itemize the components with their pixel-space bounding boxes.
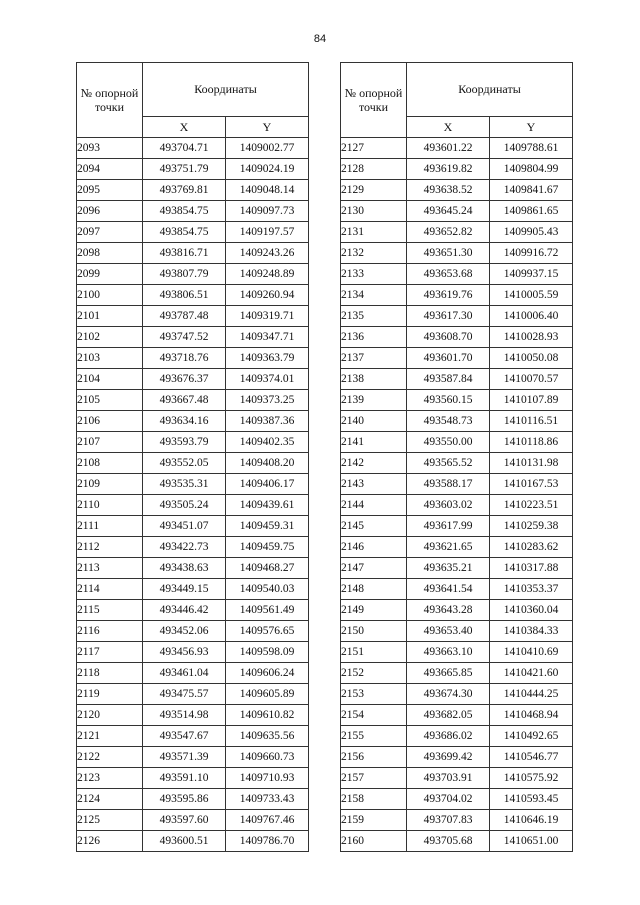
point-number-cell: 2132 [341, 243, 407, 264]
y-coordinate-cell: 1410131.98 [490, 453, 573, 474]
x-coordinate-cell: 493699.42 [407, 747, 490, 768]
table-row [341, 810, 573, 831]
table-row [341, 159, 573, 180]
table-row [341, 327, 573, 348]
point-number-cell: 2119 [77, 684, 143, 705]
table-row [341, 537, 573, 558]
point-number-cell: 2123 [77, 768, 143, 789]
point-number-cell: 2158 [341, 789, 407, 810]
y-coordinate-cell: 1409786.70 [226, 831, 309, 852]
point-number-cell: 2102 [77, 327, 143, 348]
y-coordinate-cell: 1409576.65 [226, 621, 309, 642]
y-coordinate-cell: 1409598.09 [226, 642, 309, 663]
point-number-cell: 2151 [341, 642, 407, 663]
table-row [341, 453, 573, 474]
y-coordinate-cell: 1409408.20 [226, 453, 309, 474]
y-coordinate-cell: 1410546.77 [490, 747, 573, 768]
point-number-cell: 2144 [341, 495, 407, 516]
table-row [77, 348, 309, 369]
table-row [77, 369, 309, 390]
y-coordinate-cell: 1410384.33 [490, 621, 573, 642]
y-coordinate-cell: 1410028.93 [490, 327, 573, 348]
point-number-cell: 2134 [341, 285, 407, 306]
point-number-cell: 2149 [341, 600, 407, 621]
point-number-header: № опорной точки [341, 63, 407, 138]
y-coordinate-cell: 1409406.17 [226, 474, 309, 495]
point-number-cell: 2117 [77, 642, 143, 663]
table-row [341, 768, 573, 789]
table-row [341, 306, 573, 327]
table-row [77, 705, 309, 726]
x-coordinate-cell: 493638.52 [407, 180, 490, 201]
y-coordinate-cell: 1409002.77 [226, 138, 309, 159]
y-coordinate-cell: 1410575.92 [490, 768, 573, 789]
x-coordinate-cell: 493617.99 [407, 516, 490, 537]
point-number-cell: 2131 [341, 222, 407, 243]
coordinates-header: Координаты [143, 63, 309, 117]
point-number-cell: 2120 [77, 705, 143, 726]
table-row [341, 138, 573, 159]
point-number-cell: 2136 [341, 327, 407, 348]
y-coordinate-cell: 1410646.19 [490, 810, 573, 831]
table-row [341, 621, 573, 642]
x-coordinate-cell: 493703.91 [407, 768, 490, 789]
y-coordinate-cell: 1410005.59 [490, 285, 573, 306]
point-number-cell: 2145 [341, 516, 407, 537]
point-number-cell: 2098 [77, 243, 143, 264]
point-number-cell: 2159 [341, 810, 407, 831]
x-coordinate-cell: 493641.54 [407, 579, 490, 600]
coordinates-header: Координаты [407, 63, 573, 117]
table-row [341, 747, 573, 768]
y-coordinate-cell: 1409459.75 [226, 537, 309, 558]
x-coordinate-cell: 493475.57 [143, 684, 226, 705]
table-row [77, 621, 309, 642]
y-coordinate-cell: 1409387.36 [226, 411, 309, 432]
y-coordinate-cell: 1410593.45 [490, 789, 573, 810]
table-row [77, 600, 309, 621]
table-row [341, 705, 573, 726]
table-row [341, 558, 573, 579]
y-coordinate-cell: 1409804.99 [490, 159, 573, 180]
x-coordinate-cell: 493718.76 [143, 348, 226, 369]
table-row [77, 684, 309, 705]
table-row [341, 495, 573, 516]
x-coordinate-cell: 493645.24 [407, 201, 490, 222]
point-number-cell: 2126 [77, 831, 143, 852]
x-coordinate-cell: 493461.04 [143, 663, 226, 684]
table-row [77, 411, 309, 432]
y-coordinate-cell: 1409635.56 [226, 726, 309, 747]
table-row [77, 180, 309, 201]
point-number-cell: 2139 [341, 390, 407, 411]
point-number-cell: 2106 [77, 411, 143, 432]
x-coordinate-cell: 493806.51 [143, 285, 226, 306]
y-coordinate-cell: 1409561.49 [226, 600, 309, 621]
y-header: Y [490, 117, 573, 138]
point-number-cell: 2113 [77, 558, 143, 579]
x-coordinate-cell: 493595.86 [143, 789, 226, 810]
point-number-cell: 2109 [77, 474, 143, 495]
point-number-cell: 2105 [77, 390, 143, 411]
point-number-cell: 2108 [77, 453, 143, 474]
x-coordinate-cell: 493565.52 [407, 453, 490, 474]
x-coordinate-cell: 493643.28 [407, 600, 490, 621]
point-number-cell: 2137 [341, 348, 407, 369]
point-number-cell: 2152 [341, 663, 407, 684]
table-row [341, 264, 573, 285]
point-number-cell: 2111 [77, 516, 143, 537]
point-number-cell: 2156 [341, 747, 407, 768]
point-number-cell: 2155 [341, 726, 407, 747]
x-coordinate-cell: 493451.07 [143, 516, 226, 537]
y-coordinate-cell: 1410070.57 [490, 369, 573, 390]
table-row [341, 600, 573, 621]
point-number-cell: 2099 [77, 264, 143, 285]
point-number-cell: 2148 [341, 579, 407, 600]
point-number-cell: 2107 [77, 432, 143, 453]
y-coordinate-cell: 1409468.27 [226, 558, 309, 579]
page-number: 84 [313, 33, 327, 45]
y-coordinate-cell: 1409710.93 [226, 768, 309, 789]
x-coordinate-cell: 493456.93 [143, 642, 226, 663]
x-coordinate-cell: 493674.30 [407, 684, 490, 705]
x-coordinate-cell: 493600.51 [143, 831, 226, 852]
y-coordinate-cell: 1410421.60 [490, 663, 573, 684]
x-coordinate-cell: 493653.68 [407, 264, 490, 285]
x-coordinate-cell: 493651.30 [407, 243, 490, 264]
y-coordinate-cell: 1410360.04 [490, 600, 573, 621]
table-row [77, 516, 309, 537]
y-header: Y [226, 117, 309, 138]
table-body-right [341, 138, 573, 852]
table-row [341, 642, 573, 663]
table-row [77, 306, 309, 327]
x-coordinate-cell: 493816.71 [143, 243, 226, 264]
x-coordinate-cell: 493787.48 [143, 306, 226, 327]
table-row [77, 201, 309, 222]
point-number-cell: 2104 [77, 369, 143, 390]
x-coordinate-cell: 493621.65 [407, 537, 490, 558]
x-header: X [407, 117, 490, 138]
y-coordinate-cell: 1410468.94 [490, 705, 573, 726]
y-coordinate-cell: 1410259.38 [490, 516, 573, 537]
table-row [77, 243, 309, 264]
point-number-cell: 2096 [77, 201, 143, 222]
x-header: X [143, 117, 226, 138]
x-coordinate-cell: 493854.75 [143, 201, 226, 222]
x-coordinate-cell: 493548.73 [407, 411, 490, 432]
x-coordinate-cell: 493707.83 [407, 810, 490, 831]
point-number-cell: 2127 [341, 138, 407, 159]
point-number-cell: 2141 [341, 432, 407, 453]
point-number-cell: 2114 [77, 579, 143, 600]
x-coordinate-cell: 493601.22 [407, 138, 490, 159]
point-number-cell: 2093 [77, 138, 143, 159]
point-number-cell: 2143 [341, 474, 407, 495]
table-row [77, 453, 309, 474]
x-coordinate-cell: 493704.71 [143, 138, 226, 159]
y-coordinate-cell: 1410444.25 [490, 684, 573, 705]
y-coordinate-cell: 1409024.19 [226, 159, 309, 180]
x-coordinate-cell: 493603.02 [407, 495, 490, 516]
table-row [77, 558, 309, 579]
y-coordinate-cell: 1409905.43 [490, 222, 573, 243]
y-coordinate-cell: 1409937.15 [490, 264, 573, 285]
y-coordinate-cell: 1409097.73 [226, 201, 309, 222]
table-row [341, 222, 573, 243]
x-coordinate-cell: 493552.05 [143, 453, 226, 474]
table-row [77, 222, 309, 243]
table-row [77, 432, 309, 453]
table-row [341, 789, 573, 810]
table-row [77, 789, 309, 810]
x-coordinate-cell: 493652.82 [407, 222, 490, 243]
y-coordinate-cell: 1409605.89 [226, 684, 309, 705]
table-row [341, 390, 573, 411]
y-coordinate-cell: 1409243.26 [226, 243, 309, 264]
table-row [341, 579, 573, 600]
y-coordinate-cell: 1409861.65 [490, 201, 573, 222]
point-number-cell: 2150 [341, 621, 407, 642]
table-row [341, 831, 573, 852]
x-coordinate-cell: 493682.05 [407, 705, 490, 726]
point-number-cell: 2154 [341, 705, 407, 726]
point-number-cell: 2100 [77, 285, 143, 306]
point-number-cell: 2133 [341, 264, 407, 285]
x-coordinate-cell: 493449.15 [143, 579, 226, 600]
x-coordinate-cell: 493452.06 [143, 621, 226, 642]
point-number-cell: 2110 [77, 495, 143, 516]
x-coordinate-cell: 493653.40 [407, 621, 490, 642]
table-row [77, 390, 309, 411]
table-row [341, 348, 573, 369]
point-number-cell: 2124 [77, 789, 143, 810]
table-row [341, 726, 573, 747]
table-row [77, 642, 309, 663]
x-coordinate-cell: 493571.39 [143, 747, 226, 768]
y-coordinate-cell: 1409788.61 [490, 138, 573, 159]
table-row [77, 768, 309, 789]
y-coordinate-cell: 1409841.67 [490, 180, 573, 201]
point-number-cell: 2153 [341, 684, 407, 705]
x-coordinate-cell: 493663.10 [407, 642, 490, 663]
y-coordinate-cell: 1410107.89 [490, 390, 573, 411]
point-number-cell: 2094 [77, 159, 143, 180]
point-number-cell: 2160 [341, 831, 407, 852]
point-number-cell: 2118 [77, 663, 143, 684]
table-row [341, 516, 573, 537]
y-coordinate-cell: 1409606.24 [226, 663, 309, 684]
y-coordinate-cell: 1409347.71 [226, 327, 309, 348]
point-number-cell: 2130 [341, 201, 407, 222]
x-coordinate-cell: 493769.81 [143, 180, 226, 201]
x-coordinate-cell: 493588.17 [407, 474, 490, 495]
table-row [77, 537, 309, 558]
table-row [341, 201, 573, 222]
y-coordinate-cell: 1409439.61 [226, 495, 309, 516]
y-coordinate-cell: 1409610.82 [226, 705, 309, 726]
y-coordinate-cell: 1409916.72 [490, 243, 573, 264]
point-number-cell: 2157 [341, 768, 407, 789]
point-number-cell: 2116 [77, 621, 143, 642]
y-coordinate-cell: 1410006.40 [490, 306, 573, 327]
y-coordinate-cell: 1410492.65 [490, 726, 573, 747]
x-coordinate-cell: 493514.98 [143, 705, 226, 726]
table-row [341, 411, 573, 432]
x-coordinate-cell: 493807.79 [143, 264, 226, 285]
x-coordinate-cell: 493593.79 [143, 432, 226, 453]
coordinates-table-left [76, 62, 309, 852]
table-row [341, 684, 573, 705]
x-coordinate-cell: 493635.21 [407, 558, 490, 579]
y-coordinate-cell: 1410353.37 [490, 579, 573, 600]
y-coordinate-cell: 1410118.86 [490, 432, 573, 453]
table-row [77, 285, 309, 306]
point-number-cell: 2097 [77, 222, 143, 243]
point-number-cell: 2129 [341, 180, 407, 201]
y-coordinate-cell: 1409363.79 [226, 348, 309, 369]
x-coordinate-cell: 493667.48 [143, 390, 226, 411]
x-coordinate-cell: 493601.70 [407, 348, 490, 369]
x-coordinate-cell: 493547.67 [143, 726, 226, 747]
y-coordinate-cell: 1409197.57 [226, 222, 309, 243]
point-number-cell: 2103 [77, 348, 143, 369]
y-coordinate-cell: 1409660.73 [226, 747, 309, 768]
point-number-cell: 2125 [77, 810, 143, 831]
x-coordinate-cell: 493747.52 [143, 327, 226, 348]
table-row [341, 180, 573, 201]
x-coordinate-cell: 493619.82 [407, 159, 490, 180]
y-coordinate-cell: 1409319.71 [226, 306, 309, 327]
table-row [341, 474, 573, 495]
x-coordinate-cell: 493587.84 [407, 369, 490, 390]
y-coordinate-cell: 1410116.51 [490, 411, 573, 432]
x-coordinate-cell: 493751.79 [143, 159, 226, 180]
table-body-left [77, 138, 309, 852]
y-coordinate-cell: 1410050.08 [490, 348, 573, 369]
y-coordinate-cell: 1409248.89 [226, 264, 309, 285]
point-number-cell: 2147 [341, 558, 407, 579]
table-row [77, 474, 309, 495]
point-number-cell: 2121 [77, 726, 143, 747]
y-coordinate-cell: 1409374.01 [226, 369, 309, 390]
table-row [341, 432, 573, 453]
point-number-cell: 2101 [77, 306, 143, 327]
table-row [341, 243, 573, 264]
x-coordinate-cell: 493535.31 [143, 474, 226, 495]
y-coordinate-cell: 1410651.00 [490, 831, 573, 852]
point-number-cell: 2112 [77, 537, 143, 558]
y-coordinate-cell: 1409402.35 [226, 432, 309, 453]
table-row [77, 726, 309, 747]
table-row [77, 495, 309, 516]
x-coordinate-cell: 493597.60 [143, 810, 226, 831]
x-coordinate-cell: 493686.02 [407, 726, 490, 747]
table-row [77, 327, 309, 348]
x-coordinate-cell: 493608.70 [407, 327, 490, 348]
table-row [77, 264, 309, 285]
table-row [77, 747, 309, 768]
table-row [77, 579, 309, 600]
y-coordinate-cell: 1409733.43 [226, 789, 309, 810]
coordinates-table-right [340, 62, 573, 852]
x-coordinate-cell: 493422.73 [143, 537, 226, 558]
y-coordinate-cell: 1409373.25 [226, 390, 309, 411]
x-coordinate-cell: 493617.30 [407, 306, 490, 327]
point-number-cell: 2142 [341, 453, 407, 474]
point-number-cell: 2146 [341, 537, 407, 558]
x-coordinate-cell: 493505.24 [143, 495, 226, 516]
y-coordinate-cell: 1410410.69 [490, 642, 573, 663]
x-coordinate-cell: 493560.15 [407, 390, 490, 411]
x-coordinate-cell: 493676.37 [143, 369, 226, 390]
table-row [77, 138, 309, 159]
y-coordinate-cell: 1409540.03 [226, 579, 309, 600]
y-coordinate-cell: 1410167.53 [490, 474, 573, 495]
table-row [77, 663, 309, 684]
point-number-cell: 2140 [341, 411, 407, 432]
y-coordinate-cell: 1409260.94 [226, 285, 309, 306]
y-coordinate-cell: 1409767.46 [226, 810, 309, 831]
point-number-cell: 2122 [77, 747, 143, 768]
x-coordinate-cell: 493619.76 [407, 285, 490, 306]
x-coordinate-cell: 493634.16 [143, 411, 226, 432]
y-coordinate-cell: 1410223.51 [490, 495, 573, 516]
x-coordinate-cell: 493854.75 [143, 222, 226, 243]
table-row [341, 285, 573, 306]
table-row [77, 831, 309, 852]
x-coordinate-cell: 493438.63 [143, 558, 226, 579]
x-coordinate-cell: 493591.10 [143, 768, 226, 789]
x-coordinate-cell: 493704.02 [407, 789, 490, 810]
table-row [77, 810, 309, 831]
point-number-header: № опорной точки [77, 63, 143, 138]
point-number-cell: 2128 [341, 159, 407, 180]
y-coordinate-cell: 1410317.88 [490, 558, 573, 579]
table-row [77, 159, 309, 180]
y-coordinate-cell: 1409048.14 [226, 180, 309, 201]
x-coordinate-cell: 493705.68 [407, 831, 490, 852]
table-row [341, 369, 573, 390]
point-number-cell: 2138 [341, 369, 407, 390]
y-coordinate-cell: 1409459.31 [226, 516, 309, 537]
point-number-cell: 2095 [77, 180, 143, 201]
x-coordinate-cell: 493665.85 [407, 663, 490, 684]
point-number-cell: 2135 [341, 306, 407, 327]
table-row [341, 663, 573, 684]
x-coordinate-cell: 493446.42 [143, 600, 226, 621]
point-number-cell: 2115 [77, 600, 143, 621]
y-coordinate-cell: 1410283.62 [490, 537, 573, 558]
x-coordinate-cell: 493550.00 [407, 432, 490, 453]
